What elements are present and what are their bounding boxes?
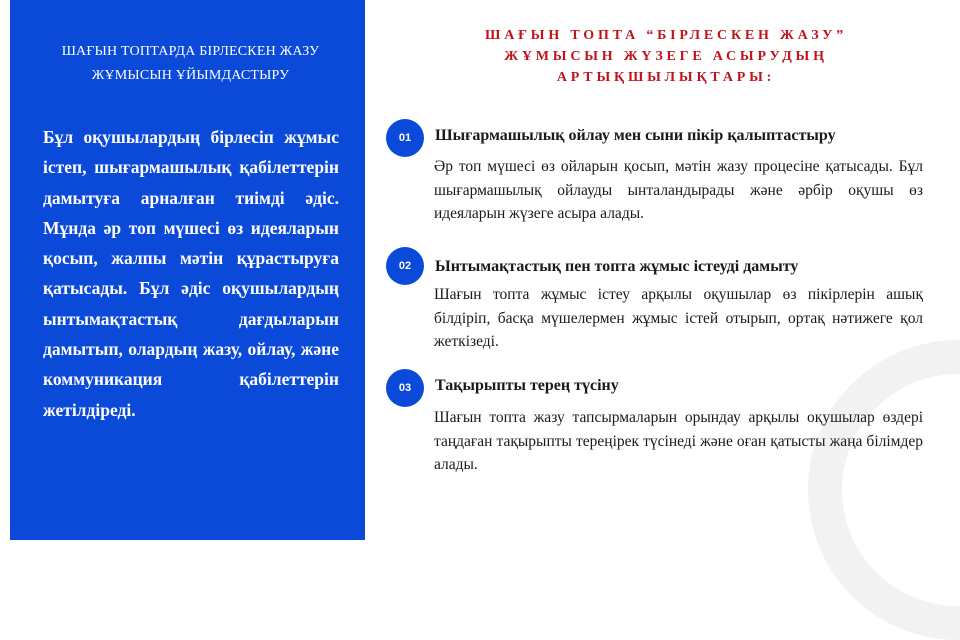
advantage-title: Шығармашылық ойлау мен сыни пікір қалыптастыру — [435, 127, 836, 144]
right-heading-line-3: АРТЫҚШЫЛЫҚТАРЫ: — [556, 70, 776, 85]
left-panel-body: Бұл оқушылардың бірлесіп жұмыс істеп, шығармашылық қабілеттерін дамытуға арналған тиімді әдіс. Мұнда әр топ мүшесі өз идеяларын қосып, жалпы мәтін құрастыруға қатысады. Бұл әдіс оқушылардың ынтымақтастық дағдыларын дамытып, олардың жазу, ойлау, және коммуникация қабілеттерін жетілдіреді. — [43, 127, 339, 420]
advantage-title: Тақырыпты терең түсіну — [435, 377, 619, 394]
right-heading-line-1: ШАҒЫН ТОПТА “БІРЛЕСКЕН ЖАЗУ” — [485, 28, 847, 43]
number-badge: 03 — [386, 369, 424, 407]
left-title-line-2: ЖҰМЫСЫН ҰЙЫМДАСТЫРУ — [91, 68, 290, 83]
number-badge: 01 — [386, 119, 424, 157]
left-panel-title — [18, 40, 363, 88]
left-panel — [10, 0, 365, 540]
advantage-description: Әр топ мүшесі өз ойларын қосып, мәтін жазу процесіне қатысады. Бұл шығармашылық ойлауды ынталандырады және әрбір оқушы өз идеяларын жүзеге асыра алады. — [434, 158, 923, 223]
advantage-description: Шағын топта жұмыс істеу арқылы оқушылар өз пікірлерін ашық білдіріп, басқа мүшелермен жұмыс істей отырып, ортақ нәтижеге қол жеткізеді. — [434, 286, 923, 351]
left-title-line-1: ШАҒЫН ТОПТАРДА БІРЛЕСКЕН ЖАЗУ — [61, 44, 320, 59]
advantage-title: Ынтымақтастық пен топта жұмыс істеуді дамыту — [435, 258, 799, 275]
right-heading-line-2: ЖҰМЫСЫН ЖҮЗЕГЕ АСЫРУДЫҢ — [504, 49, 828, 64]
right-heading — [392, 25, 940, 88]
number-badge: 02 — [386, 247, 424, 285]
advantage-description: Шағын топта жазу тапсырмаларын орындау арқылы оқушылар өздері таңдаған тақырыпты тереңірек түсінеді және оған қатысты жаңа білімдер алады. — [434, 409, 923, 474]
decorative-circle — [808, 340, 960, 640]
